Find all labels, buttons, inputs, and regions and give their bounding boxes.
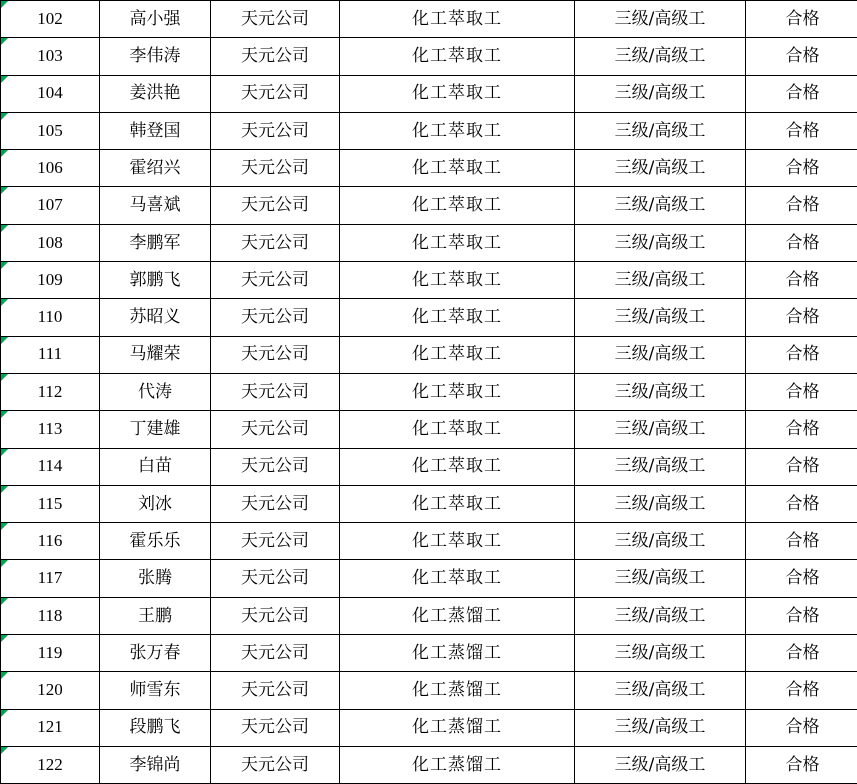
cell-company-text: 天元公司 [241, 456, 309, 476]
cell-person-name-text: 张腾 [138, 568, 172, 588]
cell-job-type-text: 化工萃取工 [412, 46, 502, 66]
comment-marker-icon [1, 710, 8, 717]
cell-serial-number-text: 103 [37, 46, 63, 65]
cell-person-name-text: 李锦尚 [130, 755, 181, 775]
cell-serial-number[interactable] [1, 560, 100, 597]
cell-level-text: 三级/高级工 [615, 46, 706, 66]
cell-job-type[interactable] [340, 448, 575, 485]
cell-company-text: 天元公司 [241, 382, 309, 402]
cell-person-name-text: 姜洪艳 [130, 83, 181, 103]
table-row[interactable] [1, 523, 857, 560]
cell-job-type[interactable] [340, 38, 575, 75]
cell-person-name[interactable] [100, 38, 211, 75]
cell-result-text: 合格 [786, 307, 820, 327]
cell-level-text: 三级/高级工 [615, 83, 706, 103]
comment-marker-icon [1, 262, 8, 269]
cell-result[interactable] [746, 336, 857, 373]
cell-job-type[interactable] [340, 560, 575, 597]
cell-company-text: 天元公司 [241, 344, 309, 364]
cell-job-type[interactable] [340, 597, 575, 634]
cell-person-name-text: 霍乐乐 [130, 531, 181, 551]
cell-level[interactable] [575, 373, 746, 410]
cell-job-type[interactable] [340, 485, 575, 522]
cell-level[interactable] [575, 75, 746, 112]
table-row[interactable] [1, 597, 857, 634]
cell-level-text: 三级/高级工 [615, 494, 706, 514]
cell-person-name[interactable] [100, 560, 211, 597]
cell-person-name-text: 白苗 [138, 456, 172, 476]
cell-job-type[interactable] [340, 709, 575, 746]
table-row[interactable] [1, 38, 857, 75]
cell-result[interactable] [746, 635, 857, 672]
cell-person-name[interactable] [100, 746, 211, 783]
table-row[interactable] [1, 635, 857, 672]
comment-marker-icon [1, 523, 8, 530]
cell-serial-number[interactable] [1, 485, 100, 522]
cell-result-text: 合格 [786, 158, 820, 178]
cell-level-text: 三级/高级工 [615, 568, 706, 588]
cell-level-text: 三级/高级工 [615, 456, 706, 476]
cell-job-type-text: 化工萃取工 [412, 382, 502, 402]
table-row[interactable] [1, 672, 857, 709]
cell-job-type[interactable] [340, 336, 575, 373]
comment-marker-icon [1, 187, 8, 194]
cell-serial-number[interactable] [1, 746, 100, 783]
cell-company[interactable] [211, 187, 340, 224]
table-row[interactable] [1, 262, 857, 299]
cell-level[interactable] [575, 112, 746, 149]
cell-result[interactable] [746, 597, 857, 634]
cell-job-type-text: 化工萃取工 [412, 121, 502, 141]
cell-serial-number[interactable] [1, 262, 100, 299]
cell-company[interactable] [211, 709, 340, 746]
cell-person-name[interactable] [100, 635, 211, 672]
cell-result-text: 合格 [786, 83, 820, 103]
cell-result[interactable] [746, 523, 857, 560]
cell-result-text: 合格 [786, 494, 820, 514]
table-row[interactable] [1, 224, 857, 261]
cell-company-text: 天元公司 [241, 233, 309, 253]
cell-serial-number-text: 102 [37, 9, 63, 28]
cell-result[interactable] [746, 746, 857, 783]
table-row[interactable] [1, 485, 857, 522]
cell-person-name[interactable] [100, 150, 211, 187]
comment-marker-icon [1, 411, 8, 418]
comment-marker-icon [1, 747, 8, 754]
cell-company[interactable] [211, 448, 340, 485]
cell-result[interactable] [746, 1, 857, 38]
cell-company-text: 天元公司 [241, 568, 309, 588]
comment-marker-icon [1, 113, 8, 120]
cell-level-text: 三级/高级工 [615, 121, 706, 141]
table-row[interactable] [1, 411, 857, 448]
cell-serial-number-text: 108 [37, 233, 63, 252]
cell-job-type-text: 化工萃取工 [412, 9, 502, 29]
cell-serial-number[interactable] [1, 75, 100, 112]
cell-person-name[interactable] [100, 523, 211, 560]
cell-company-text: 天元公司 [241, 419, 309, 439]
cell-job-type[interactable] [340, 75, 575, 112]
cell-result[interactable] [746, 448, 857, 485]
cell-level[interactable] [575, 597, 746, 634]
cell-company[interactable] [211, 38, 340, 75]
cell-level-text: 三级/高级工 [615, 270, 706, 290]
cell-serial-number[interactable] [1, 224, 100, 261]
table-row[interactable] [1, 709, 857, 746]
cell-level-text: 三级/高级工 [615, 717, 706, 737]
cell-job-type-text: 化工蒸馏工 [412, 755, 502, 775]
cell-job-type-text: 化工萃取工 [412, 270, 502, 290]
cell-result-text: 合格 [786, 456, 820, 476]
comment-marker-icon [1, 299, 8, 306]
cell-person-name-text: 马喜斌 [130, 195, 181, 215]
cell-company-text: 天元公司 [241, 195, 309, 215]
cell-company[interactable] [211, 75, 340, 112]
cell-job-type[interactable] [340, 1, 575, 38]
cell-company-text: 天元公司 [241, 270, 309, 290]
cell-level[interactable] [575, 336, 746, 373]
comment-marker-icon [1, 635, 8, 642]
cell-person-name-text: 郭鹏飞 [130, 270, 181, 290]
cell-job-type[interactable] [340, 187, 575, 224]
comment-marker-icon [1, 449, 8, 456]
cell-serial-number-text: 122 [37, 755, 63, 774]
cell-serial-number-text: 119 [38, 643, 63, 662]
comment-marker-icon [1, 672, 8, 679]
cell-person-name[interactable] [100, 672, 211, 709]
cell-result-text: 合格 [786, 643, 820, 663]
cell-company[interactable] [211, 485, 340, 522]
cell-serial-number-text: 104 [37, 83, 63, 102]
cell-company[interactable] [211, 672, 340, 709]
cell-company-text: 天元公司 [241, 46, 309, 66]
cell-result-text: 合格 [786, 9, 820, 29]
cell-job-type[interactable] [340, 746, 575, 783]
cell-result[interactable] [746, 411, 857, 448]
cell-company[interactable] [211, 373, 340, 410]
cell-result[interactable] [746, 224, 857, 261]
cell-level[interactable] [575, 709, 746, 746]
cell-level-text: 三级/高级工 [615, 158, 706, 178]
comment-marker-icon [1, 486, 8, 493]
cell-person-name[interactable] [100, 187, 211, 224]
cell-job-type-text: 化工萃取工 [412, 344, 502, 364]
cell-job-type[interactable] [340, 299, 575, 336]
cell-job-type[interactable] [340, 523, 575, 560]
cell-serial-number-text: 111 [38, 344, 62, 363]
cell-job-type[interactable] [340, 635, 575, 672]
cell-serial-number-text: 106 [37, 158, 63, 177]
cell-result-text: 合格 [786, 531, 820, 551]
cell-job-type-text: 化工萃取工 [412, 158, 502, 178]
cell-person-name[interactable] [100, 448, 211, 485]
cell-person-name-text: 韩登国 [130, 121, 181, 141]
cell-result[interactable] [746, 262, 857, 299]
table-row[interactable] [1, 75, 857, 112]
cell-person-name[interactable] [100, 709, 211, 746]
cell-serial-number-text: 120 [37, 680, 63, 699]
table-body [1, 1, 857, 784]
cell-result-text: 合格 [786, 419, 820, 439]
cell-serial-number[interactable] [1, 336, 100, 373]
cell-serial-number[interactable] [1, 523, 100, 560]
cell-company[interactable] [211, 746, 340, 783]
cell-serial-number-text: 113 [38, 419, 63, 438]
cell-person-name-text: 代涛 [138, 382, 172, 402]
cell-person-name[interactable] [100, 112, 211, 149]
cell-person-name[interactable] [100, 224, 211, 261]
cell-person-name[interactable] [100, 1, 211, 38]
cell-serial-number-text: 109 [37, 270, 63, 289]
cell-person-name[interactable] [100, 336, 211, 373]
cell-job-type[interactable] [340, 224, 575, 261]
cell-result[interactable] [746, 373, 857, 410]
comment-marker-icon [1, 76, 8, 83]
cell-serial-number[interactable] [1, 373, 100, 410]
cell-level[interactable] [575, 1, 746, 38]
cell-serial-number-text: 115 [38, 494, 63, 513]
cell-company-text: 天元公司 [241, 755, 309, 775]
cell-result-text: 合格 [786, 270, 820, 290]
cell-serial-number-text: 107 [37, 195, 63, 214]
cell-result[interactable] [746, 75, 857, 112]
cell-result[interactable] [746, 709, 857, 746]
cell-company[interactable] [211, 411, 340, 448]
cell-company[interactable] [211, 560, 340, 597]
comment-marker-icon [1, 598, 8, 605]
cell-result-text: 合格 [786, 233, 820, 253]
cell-level[interactable] [575, 672, 746, 709]
comment-marker-icon [1, 560, 8, 567]
cell-job-type-text: 化工萃取工 [412, 494, 502, 514]
cell-person-name-text: 张万春 [130, 643, 181, 663]
cell-level[interactable] [575, 411, 746, 448]
cell-person-name-text: 苏昭义 [130, 307, 181, 327]
cell-level-text: 三级/高级工 [615, 307, 706, 327]
cell-company[interactable] [211, 635, 340, 672]
cell-job-type-text: 化工蒸馏工 [412, 606, 502, 626]
cell-job-type[interactable] [340, 150, 575, 187]
cell-person-name-text: 师雪东 [130, 680, 181, 700]
cell-level-text: 三级/高级工 [615, 531, 706, 551]
cell-job-type-text: 化工萃取工 [412, 83, 502, 103]
comment-marker-icon [1, 150, 8, 157]
cell-level[interactable] [575, 187, 746, 224]
cell-company-text: 天元公司 [241, 83, 309, 103]
comment-marker-icon [1, 38, 8, 45]
cell-level-text: 三级/高级工 [615, 382, 706, 402]
cell-level[interactable] [575, 150, 746, 187]
cell-level[interactable] [575, 38, 746, 75]
table-row[interactable] [1, 150, 857, 187]
cell-result-text: 合格 [786, 568, 820, 588]
cell-level[interactable] [575, 448, 746, 485]
cell-serial-number[interactable] [1, 411, 100, 448]
table-row[interactable] [1, 187, 857, 224]
cell-level[interactable] [575, 560, 746, 597]
cell-serial-number-text: 114 [38, 456, 63, 475]
cell-company-text: 天元公司 [241, 606, 309, 626]
cell-company[interactable] [211, 224, 340, 261]
table-row[interactable] [1, 373, 857, 410]
cell-result-text: 合格 [786, 46, 820, 66]
cell-job-type-text: 化工萃取工 [412, 456, 502, 476]
cell-person-name[interactable] [100, 597, 211, 634]
cell-person-name-text: 霍绍兴 [130, 158, 181, 178]
cell-company[interactable] [211, 597, 340, 634]
cell-job-type-text: 化工萃取工 [412, 531, 502, 551]
cell-company[interactable] [211, 262, 340, 299]
cell-company[interactable] [211, 523, 340, 560]
cell-serial-number-text: 110 [38, 307, 63, 326]
cell-result-text: 合格 [786, 717, 820, 737]
cell-job-type-text: 化工蒸馏工 [412, 643, 502, 663]
cell-result-text: 合格 [786, 680, 820, 700]
cell-job-type-text: 化工萃取工 [412, 195, 502, 215]
cell-level-text: 三级/高级工 [615, 344, 706, 364]
cell-job-type[interactable] [340, 262, 575, 299]
cell-level[interactable] [575, 523, 746, 560]
cell-company-text: 天元公司 [241, 494, 309, 514]
cell-result[interactable] [746, 672, 857, 709]
cell-job-type[interactable] [340, 112, 575, 149]
cell-serial-number-text: 117 [38, 568, 63, 587]
comment-marker-icon [1, 225, 8, 232]
comment-marker-icon [1, 374, 8, 381]
cell-serial-number[interactable] [1, 672, 100, 709]
cell-level-text: 三级/高级工 [615, 606, 706, 626]
cell-serial-number[interactable] [1, 597, 100, 634]
cell-job-type-text: 化工蒸馏工 [412, 717, 502, 737]
cell-result[interactable] [746, 112, 857, 149]
cell-person-name[interactable] [100, 373, 211, 410]
cell-person-name[interactable] [100, 262, 211, 299]
cell-serial-number-text: 112 [38, 382, 63, 401]
cell-result[interactable] [746, 38, 857, 75]
table-row[interactable] [1, 112, 857, 149]
cell-job-type-text: 化工萃取工 [412, 568, 502, 588]
table-row[interactable] [1, 1, 857, 38]
cell-company[interactable] [211, 336, 340, 373]
cell-level[interactable] [575, 746, 746, 783]
cell-company-text: 天元公司 [241, 717, 309, 737]
cell-level[interactable] [575, 299, 746, 336]
cell-company[interactable] [211, 299, 340, 336]
cell-job-type[interactable] [340, 411, 575, 448]
cell-level[interactable] [575, 485, 746, 522]
cell-company[interactable] [211, 112, 340, 149]
cell-job-type[interactable] [340, 672, 575, 709]
table-row[interactable] [1, 336, 857, 373]
cell-level-text: 三级/高级工 [615, 195, 706, 215]
cell-serial-number[interactable] [1, 709, 100, 746]
table-row[interactable] [1, 299, 857, 336]
cell-person-name-text: 丁建雄 [130, 419, 181, 439]
cell-serial-number[interactable] [1, 112, 100, 149]
cell-person-name-text: 段鹏飞 [130, 717, 181, 737]
table-row[interactable] [1, 448, 857, 485]
cell-level[interactable] [575, 635, 746, 672]
cell-result-text: 合格 [786, 121, 820, 141]
cell-job-type[interactable] [340, 373, 575, 410]
cell-serial-number[interactable] [1, 299, 100, 336]
cell-serial-number[interactable] [1, 38, 100, 75]
comment-marker-icon [1, 337, 8, 344]
cell-person-name[interactable] [100, 485, 211, 522]
cell-result-text: 合格 [786, 344, 820, 364]
cell-company[interactable] [211, 1, 340, 38]
cell-serial-number[interactable] [1, 150, 100, 187]
cell-serial-number[interactable] [1, 1, 100, 38]
cell-company-text: 天元公司 [241, 531, 309, 551]
cell-person-name-text: 高小强 [130, 9, 181, 29]
table-row[interactable] [1, 560, 857, 597]
cell-company-text: 天元公司 [241, 9, 309, 29]
cell-result[interactable] [746, 485, 857, 522]
cell-level-text: 三级/高级工 [615, 9, 706, 29]
cell-serial-number[interactable] [1, 635, 100, 672]
cell-job-type-text: 化工萃取工 [412, 233, 502, 253]
cell-result-text: 合格 [786, 195, 820, 215]
cell-level-text: 三级/高级工 [615, 755, 706, 775]
cell-result[interactable] [746, 560, 857, 597]
cell-person-name-text: 李伟涛 [130, 46, 181, 66]
cell-person-name-text: 王鹏 [138, 606, 172, 626]
cell-level[interactable] [575, 224, 746, 261]
cell-person-name[interactable] [100, 299, 211, 336]
cell-person-name-text: 李鹏军 [130, 233, 181, 253]
cell-level-text: 三级/高级工 [615, 233, 706, 253]
cell-company-text: 天元公司 [241, 158, 309, 178]
cell-level-text: 三级/高级工 [615, 680, 706, 700]
cell-serial-number-text: 105 [37, 121, 63, 140]
cell-person-name-text: 马耀荣 [130, 344, 181, 364]
cell-company[interactable] [211, 150, 340, 187]
cell-result-text: 合格 [786, 606, 820, 626]
cell-job-type-text: 化工萃取工 [412, 419, 502, 439]
cell-serial-number-text: 118 [38, 606, 63, 625]
cell-company-text: 天元公司 [241, 307, 309, 327]
comment-marker-icon [1, 1, 8, 8]
cell-serial-number[interactable] [1, 448, 100, 485]
cell-level[interactable] [575, 262, 746, 299]
cell-result[interactable] [746, 299, 857, 336]
cell-job-type-text: 化工萃取工 [412, 307, 502, 327]
cell-result[interactable] [746, 187, 857, 224]
cell-person-name[interactable] [100, 411, 211, 448]
cell-result-text: 合格 [786, 382, 820, 402]
table-row[interactable] [1, 746, 857, 783]
cell-result[interactable] [746, 150, 857, 187]
cell-level-text: 三级/高级工 [615, 643, 706, 663]
cell-person-name[interactable] [100, 75, 211, 112]
cell-company-text: 天元公司 [241, 643, 309, 663]
cell-company-text: 天元公司 [241, 680, 309, 700]
cell-serial-number-text: 116 [38, 531, 63, 550]
cell-person-name-text: 刘冰 [138, 494, 172, 514]
cell-level-text: 三级/高级工 [615, 419, 706, 439]
cell-serial-number[interactable] [1, 187, 100, 224]
cell-result-text: 合格 [786, 755, 820, 775]
cell-company-text: 天元公司 [241, 121, 309, 141]
cell-job-type-text: 化工蒸馏工 [412, 680, 502, 700]
cell-serial-number-text: 121 [37, 717, 63, 736]
